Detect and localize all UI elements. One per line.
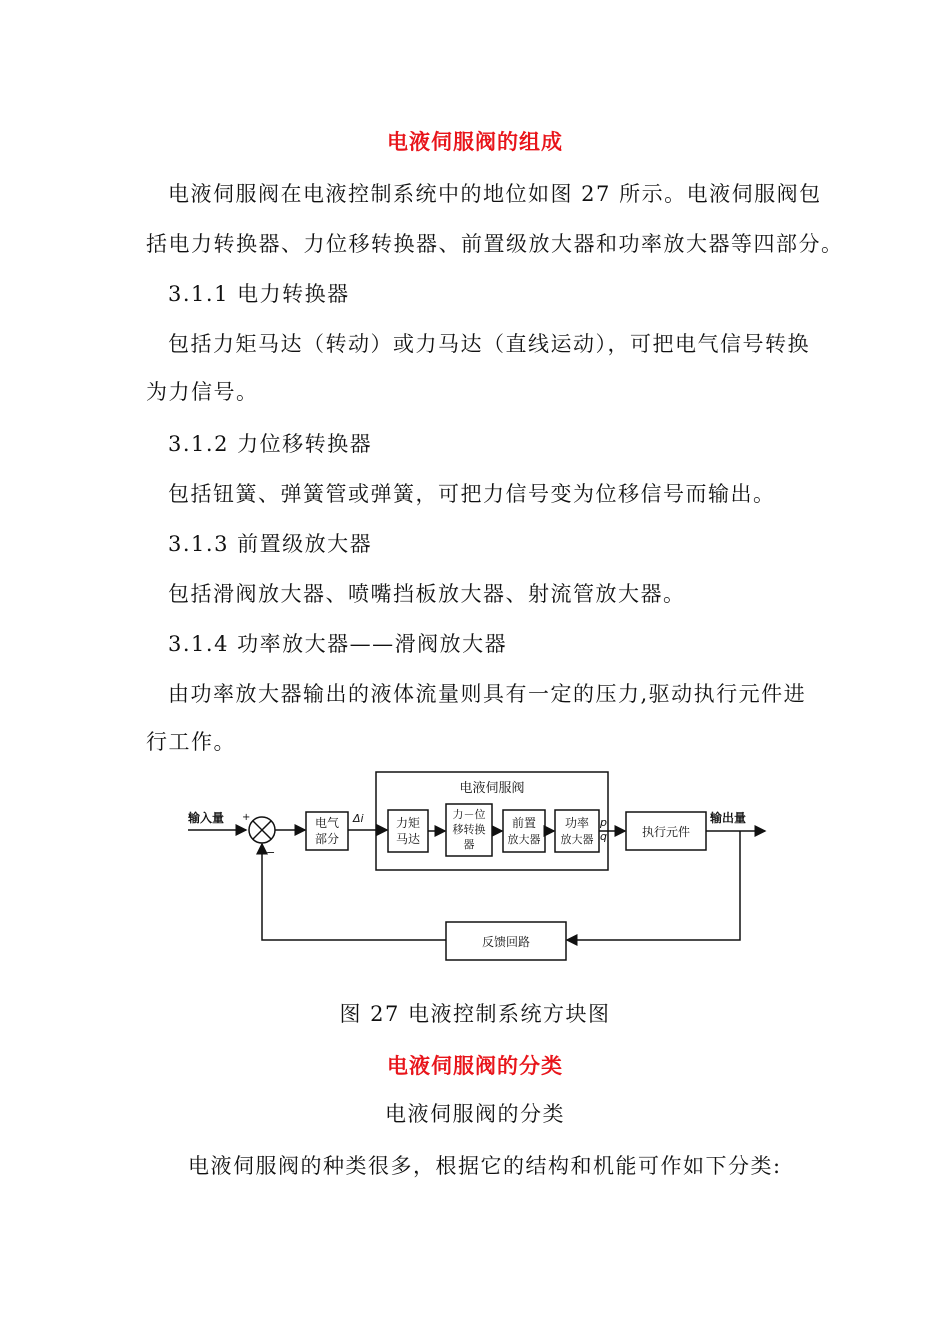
input-label: 输入量 <box>188 811 225 825</box>
delta-i-label: Δi <box>353 812 364 825</box>
torque-motor-label-1: 力矩 <box>395 816 421 830</box>
flow-label: q <box>600 830 607 843</box>
actuator-label: 执行元件 <box>641 825 691 839</box>
summing-junction <box>249 817 275 843</box>
power-amplifier-label-2: 放大器 <box>560 833 594 846</box>
pre-amplifier-label-1: 前置 <box>511 816 537 830</box>
power-amplifier-label-1: 功率 <box>564 816 590 830</box>
output-label: 输出量 <box>710 811 747 825</box>
block-diagram <box>180 760 780 980</box>
minus-sign: − <box>266 846 276 859</box>
torque-motor-label-2: 马达 <box>395 832 421 846</box>
feedback-path-out <box>262 844 446 940</box>
paragraph-313: 包括滑阀放大器、喷嘴挡板放大器、射流管放大器。 <box>168 582 686 606</box>
paragraph-314-line1: 由功率放大器输出的液体流量则具有一定的压力,驱动执行元件进 <box>168 682 807 706</box>
subsection-title-312: 3.1.2 力位移转换器 <box>168 432 373 456</box>
subheading-classification: 电液伺服阀的分类 <box>385 1102 565 1126</box>
subsection-title-313: 3.1.3 前置级放大器 <box>168 532 373 556</box>
figure-caption: 图 27 电液控制系统方块图 <box>339 1002 611 1026</box>
electric-part-label-2: 部分 <box>314 832 340 846</box>
paragraph-314-line2: 行工作。 <box>146 730 236 754</box>
pressure-label: p <box>600 816 607 829</box>
section-heading-composition: 电液伺服阀的组成 <box>387 130 563 154</box>
paragraph-classification: 电液伺服阀的种类很多，根据它的结构和机能可作如下分类: <box>188 1154 782 1178</box>
section-heading-classification: 电液伺服阀的分类 <box>387 1054 563 1078</box>
subsection-title-311: 3.1.1 电力转换器 <box>168 282 350 306</box>
paragraph-311-line2: 为力信号。 <box>146 380 259 404</box>
electric-part-label-1: 电气 <box>314 816 340 830</box>
pre-amplifier-label-2: 放大器 <box>507 833 541 846</box>
force-displacement-label-2: 移转换 <box>452 823 486 836</box>
force-displacement-label-1: 力－位 <box>452 808 486 821</box>
plus-sign: + <box>242 812 251 823</box>
servo-valve-group-label: 电液伺服阀 <box>459 781 525 796</box>
feedback-label: 反馈回路 <box>481 935 531 949</box>
force-displacement-label-3: 器 <box>463 838 475 851</box>
subsection-title-314: 3.1.4 功率放大器——滑阀放大器 <box>168 632 508 656</box>
paragraph-intro-line2: 括电力转换器、力位移转换器、前置级放大器和功率放大器等四部分。 <box>146 232 844 256</box>
paragraph-312: 包括钮簧、弹簧管或弹簧，可把力信号变为位移信号而输出。 <box>168 482 776 506</box>
paragraph-311-line1: 包括力矩马达（转动）或力马达（直线运动），可把电气信号转换 <box>168 332 810 356</box>
paragraph-intro-line1: 电液伺服阀在电液控制系统中的地位如图 27 所示。电液伺服阀包 <box>168 182 822 206</box>
